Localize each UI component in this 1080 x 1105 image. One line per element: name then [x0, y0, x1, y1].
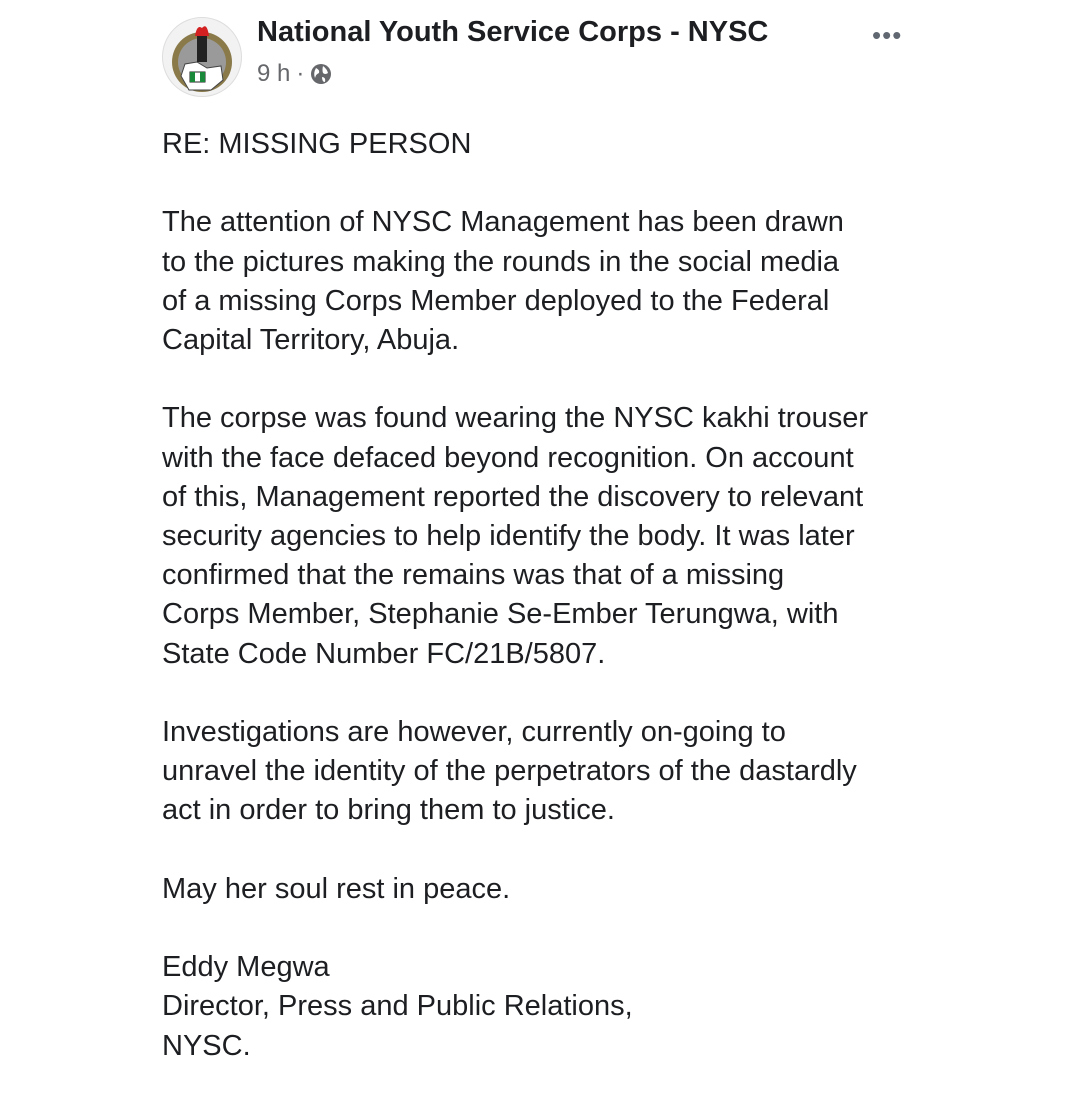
post-text-line: Director, Press and Public Relations,	[162, 990, 633, 1023]
post-text-line: Capital Territory, Abuja.	[162, 324, 460, 356]
post-text-line: confirmed that the remains was that of a missing	[162, 559, 785, 592]
post-text-line: security agencies to help identify the body. It was later	[162, 520, 855, 552]
post-text-line: Eddy Megwa	[162, 951, 330, 984]
post-paragraph	[162, 713, 868, 831]
post-time[interactable]: 9 h	[257, 60, 291, 87]
nysc-logo	[163, 18, 241, 96]
post-text-line: of this, Management reported the discovery to relevant	[162, 480, 864, 513]
post-paragraph	[162, 125, 868, 164]
post-text-line: act in order to bring them to justice.	[162, 794, 615, 827]
post-text-line: NYSC.	[162, 1029, 251, 1062]
more-options-button[interactable]: •••	[872, 20, 903, 50]
post-text-line: to the pictures making the rounds in the social media	[162, 245, 840, 278]
post-text-line: Corps Member, Stephanie Se-Ember Terungwa, with	[162, 598, 839, 631]
post-text-line: State Code Number FC/21B/5807.	[162, 637, 606, 670]
post-text-line: of a missing Corps Member deployed to the Federal	[162, 284, 830, 317]
post-text-line: May her soul rest in peace.	[162, 872, 511, 905]
post-body	[162, 125, 868, 1105]
post-text-line: The attention of NYSC Management has been drawn	[162, 206, 844, 239]
meta-separator: ·	[296, 60, 305, 87]
globe-icon	[310, 63, 332, 85]
post-paragraph	[162, 870, 868, 909]
post-text-line: unravel the identity of the perpetrators of the dastardly	[162, 755, 857, 788]
post-meta	[257, 60, 332, 88]
post-author[interactable]: National Youth Service Corps - NYSC	[257, 16, 769, 48]
page-avatar[interactable]	[162, 17, 242, 97]
post-text-line: Investigations are however, currently on-going to	[162, 716, 786, 748]
post-text-line: RE: MISSING PERSON	[162, 128, 472, 160]
post-paragraph	[162, 203, 868, 360]
post-text-line: with the face defaced beyond recognition. On account	[162, 441, 854, 474]
post-paragraph	[162, 948, 868, 1066]
post-text-line: The corpse was found wearing the NYSC kakhi trouser	[162, 402, 869, 435]
post-paragraph	[162, 399, 868, 673]
